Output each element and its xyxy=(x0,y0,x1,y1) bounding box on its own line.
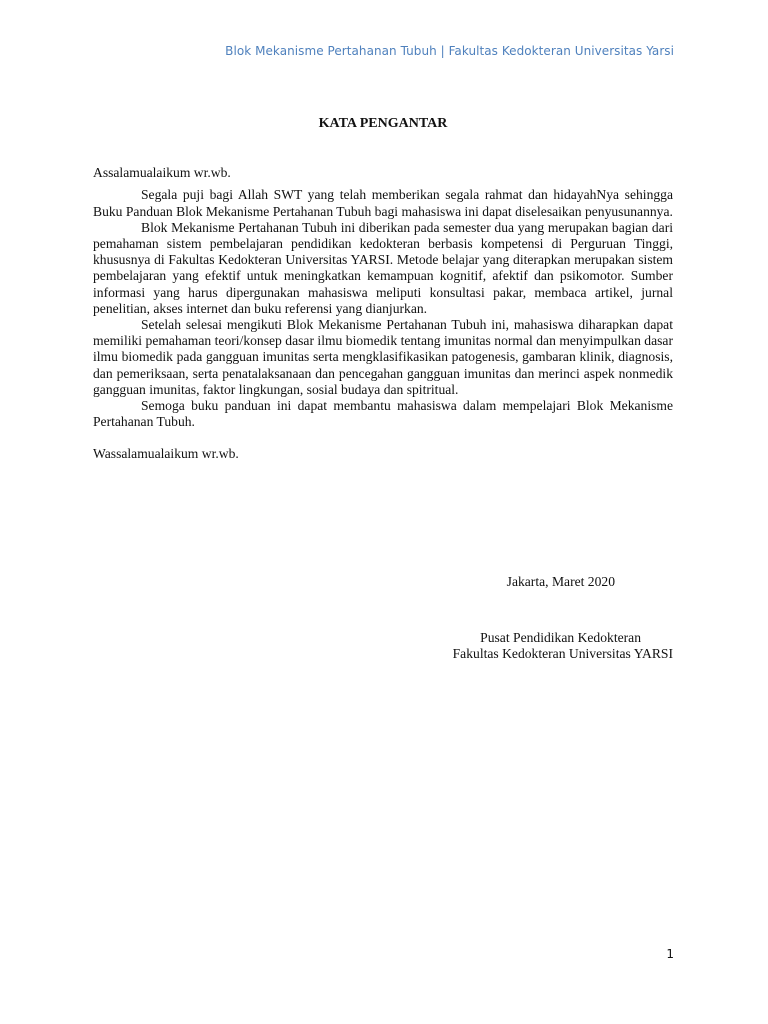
closing-salutation: Wassalamualaikum wr.wb. xyxy=(93,446,239,462)
page-title: KATA PENGANTAR xyxy=(318,116,448,131)
greeting: Assalamualaikum wr.wb. xyxy=(93,165,231,181)
running-header: Blok Mekanisme Pertahanan Tubuh | Fakultas Kedokteran Universitas Yarsi xyxy=(225,44,674,58)
page-number: 1 xyxy=(666,947,674,961)
place-date: Jakarta, Maret 2020 xyxy=(506,574,615,589)
paragraph-opening: Segala puji bagi Allah SWT yang telah memberikan segala rahmat dan hidayahNya sehingga Buku Panduan Blok Mekanisme Pertahanan Tubuh bagi mahasiswa ini dapat diselesaikan penyusunannya. xyxy=(93,187,673,219)
paragraph-block-description: Blok Mekanisme Pertahanan Tubuh ini diberikan pada semester dua yang merupakan bagian dari pemahaman sistem pembelajaran pendidikan kedokteran berbasis kompetensi di Perguruan Tinggi, khususnya di Fakultas Kedokteran Universitas YARSI. Metode belajar yang diterapkan merupakan sistem pembelajaran yang efektif untuk meningkatkan kemampuan kognitif, afektif dan psikomotor. Sumber informasi yang harus dipergunakan mahasiswa meliputi konsultasi pakar, membaca artikel, jurnal penelitian, akses internet dan buku referensi yang dianjurkan. xyxy=(93,219,673,316)
signature-block xyxy=(93,630,673,662)
paragraph-learning-outcomes: Setelah selesai mengikuti Blok Mekanisme Pertahanan Tubuh ini, mahasiswa diharapkan dapat memiliki pemahaman teori/konsep dasar ilmu biomedik tentang imunitas normal dan menyimpulkan dasar ilmu biomedik pada gangguan imunitas serta mengklasifikasikan patogenesis, gambaran klinik, diagnosis, dan pemeriksaan, serta penatalaksanaan dan pencegahan gangguan imunitas dan merinci aspek nonmedik gangguan imunitas, faktor lingkungan, sosial budaya dan spitritual. xyxy=(93,317,673,397)
paragraph-hope: Semoga buku panduan ini dapat membantu mahasiswa dalam mempelajari Blok Mekanisme Pertahanan Tubuh. xyxy=(93,398,673,430)
document-body xyxy=(93,116,673,662)
signatory-line-2: Fakultas Kedokteran Universitas YARSI xyxy=(452,646,673,662)
signatory-line-1: Pusat Pendidikan Kedokteran xyxy=(480,630,641,645)
